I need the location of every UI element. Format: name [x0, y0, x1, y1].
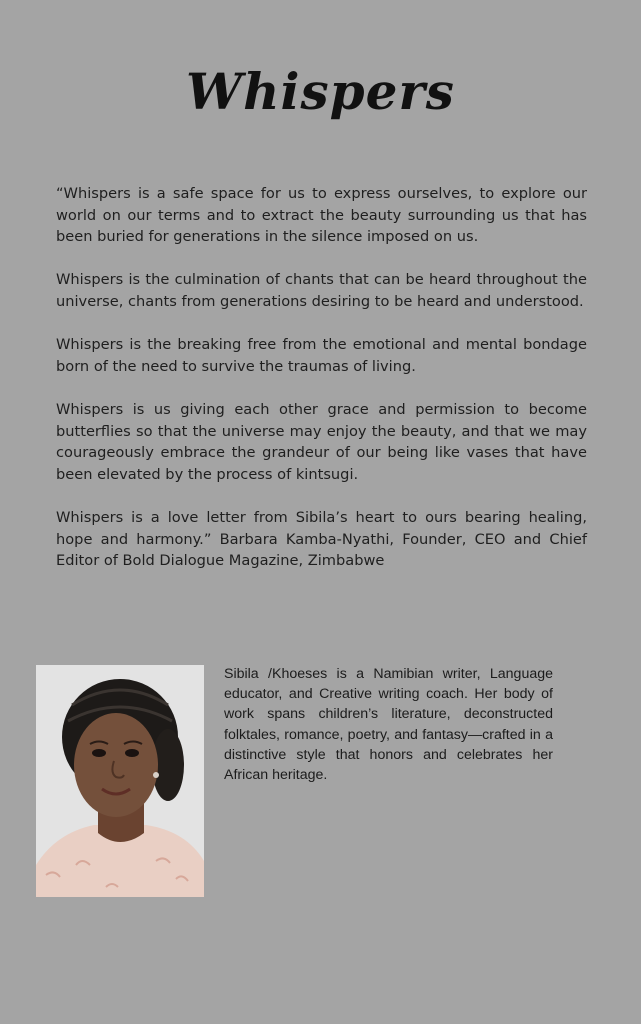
- author-portrait: [36, 665, 204, 897]
- book-title: Whispers: [186, 62, 455, 121]
- blurb-paragraph: Whispers is a love letter from Sibila’s heart to ours bearing healing, hope and harmony.” Barbara Kamba-Nyathi, Founder, CEO and Chief Editor of Bold Dialogue Magazine, Zimbabwe: [56, 508, 587, 570]
- back-cover-blurb: [56, 183, 587, 593]
- blurb-paragraph: “Whispers is a safe space for us to express ourselves, to explore our world on our terms and to extract the beauty surrounding us that has been buried for generations in the silence imposed on us.: [56, 185, 587, 246]
- author-bio: Sibila /Khoeses is a Namibian writer, Language educator, and Creative writing coach. Her body of work spans children’s literature, deconstructed folktales, romance, poetry, and fantasy—crafted in a distinctive style that honors and celebrates her African heritage.: [224, 666, 553, 784]
- blurb-paragraph: Whispers is us giving each other grace and permission to become butterflies so that the universe may enjoy the beauty, and that we may courageously embrace the grandeur of our being like vases that have been elevated by the process of kintsugi.: [56, 400, 587, 483]
- blurb-paragraph: Whispers is the culmination of chants that can be heard throughout the universe, chants from generations desiring to be heard and understood.: [56, 271, 587, 310]
- blurb-paragraph: Whispers is the breaking free from the emotional and mental bondage born of the need to survive the traumas of living.: [56, 336, 587, 375]
- author-photo: [36, 665, 204, 897]
